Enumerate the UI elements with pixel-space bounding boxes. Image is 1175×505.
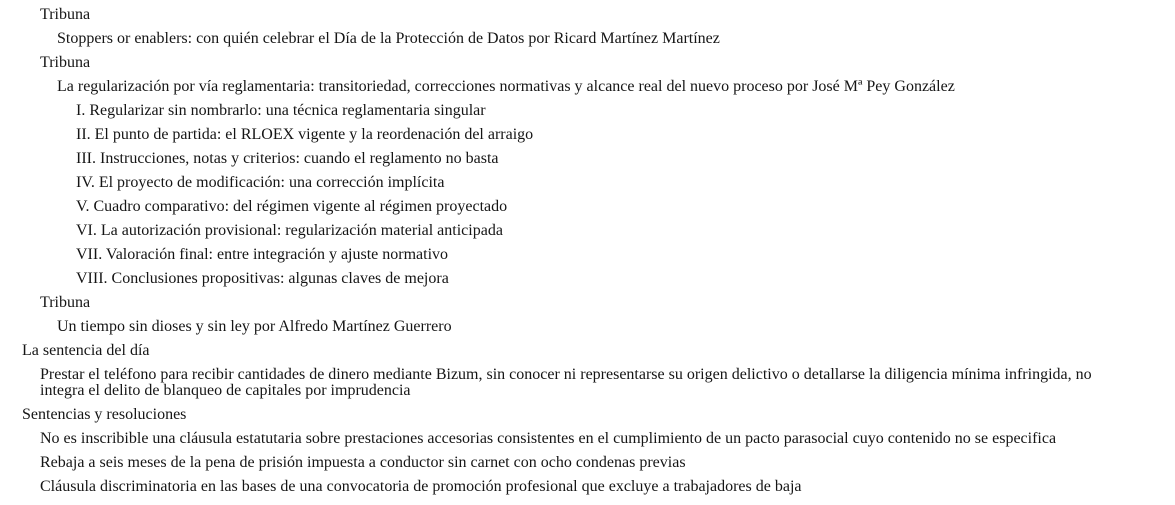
outline-section-heading: Sentencias y resoluciones: [22, 406, 187, 423]
outline-entry[interactable]: IV. El proyecto de modificación: una corrección implícita: [76, 174, 445, 191]
outline-entry[interactable]: Un tiempo sin dioses y sin ley por Alfredo Martínez Guerrero: [57, 318, 452, 335]
outline-entry[interactable]: Stoppers or enablers: con quién celebrar el Día de la Protección de Datos por Ricard Martínez Martínez: [57, 30, 720, 47]
outline-section-heading: Tribuna: [40, 294, 91, 311]
outline-section-heading: Tribuna: [40, 54, 91, 71]
outline-entry[interactable]: II. El punto de partida: el RLOEX vigente y la reordenación del arraigo: [76, 126, 534, 143]
outline-section-heading: La sentencia del día: [22, 342, 150, 359]
outline-entry[interactable]: Rebaja a seis meses de la pena de prisión impuesta a conductor sin carnet con ocho condenas previas: [40, 454, 686, 471]
outline-entry[interactable]: VII. Valoración final: entre integración y ajuste normativo: [76, 246, 449, 263]
outline-entry[interactable]: VIII. Conclusiones propositivas: algunas claves de mejora: [76, 270, 449, 287]
outline-entry[interactable]: No es inscribible una cláusula estatutaria sobre prestaciones accesorias consistentes en el cumplimiento de un pacto parasocial cuyo contenido no se especifica: [40, 430, 1057, 447]
outline-entry[interactable]: Prestar el teléfono para recibir cantidades de dinero mediante Bizum, sin conocer ni representarse su origen delictivo o detallarse la diligencia mínima infringida, no integra el delito de blanqueo de capitales por imprudencia: [40, 366, 1092, 399]
outline-entry[interactable]: La regularización por vía reglamentaria: transitoriedad, correcciones normativas y alcance real del nuevo proceso por José Mª Pey González: [57, 78, 955, 95]
outline-entry[interactable]: VI. La autorización provisional: regularización material anticipada: [76, 222, 503, 239]
outline-entry[interactable]: I. Regularizar sin nombrarlo: una técnica reglamentaria singular: [76, 102, 486, 119]
outline-entry[interactable]: III. Instrucciones, notas y criterios: cuando el reglamento no basta: [76, 150, 499, 167]
outline-entry[interactable]: V. Cuadro comparativo: del régimen vigente al régimen proyectado: [76, 198, 508, 215]
outline-section-heading: Tribuna: [40, 6, 91, 23]
outline-entry[interactable]: Cláusula discriminatoria en las bases de una convocatoria de promoción profesional que excluye a trabajadores de baja: [40, 478, 802, 495]
